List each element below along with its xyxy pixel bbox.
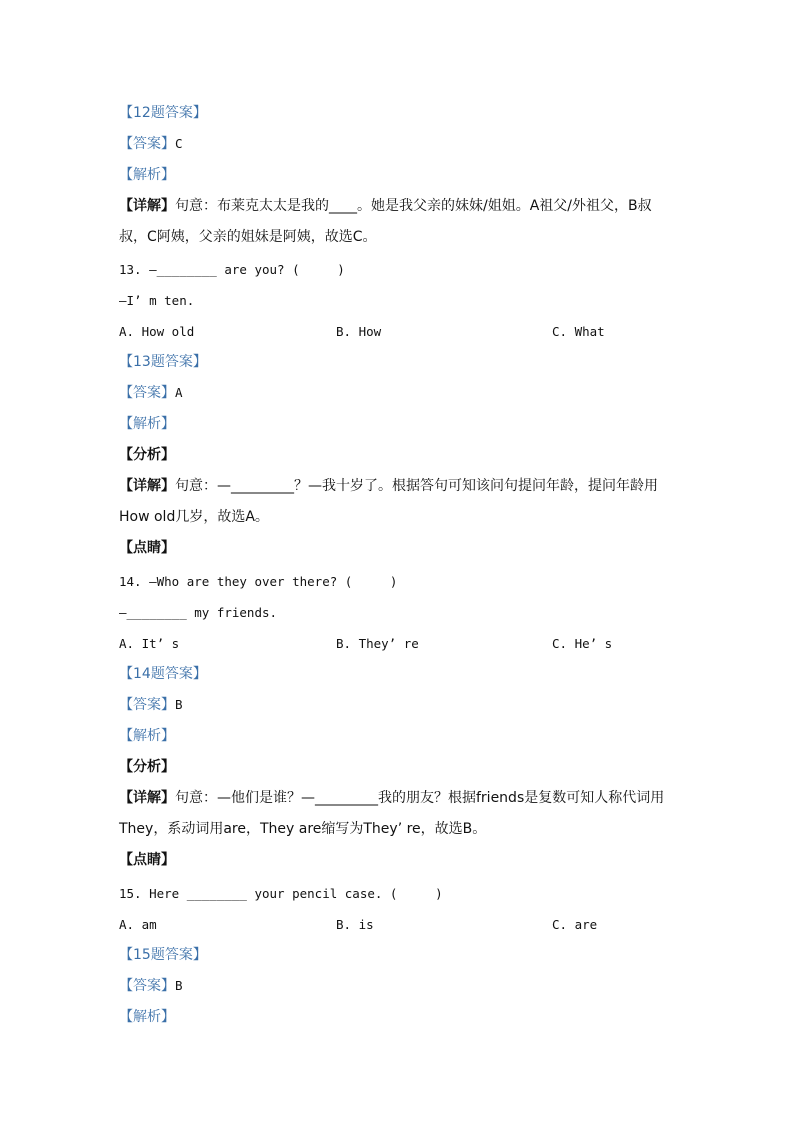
q13-detail-line2: How old几岁，故选A。 [119, 509, 269, 525]
q14-analysis-label: 【解析】 [119, 728, 175, 744]
q14-answer-header: 【14题答案】 [119, 666, 207, 682]
q14-detail-line2: They，系动词用are，They are缩写为They’ re，故选B。 [119, 821, 487, 837]
q13-option-c: C. What [552, 324, 605, 339]
q13-answer-row [119, 383, 183, 403]
q13-reply: —I’ m ten. [119, 293, 195, 308]
q14-reply: —________ my friends. [119, 605, 278, 620]
q15-analysis-label: 【解析】 [119, 1009, 175, 1025]
answer-value: A [175, 385, 183, 400]
q15-option-a: A. am [119, 917, 157, 932]
q15-option-c: C. are [552, 917, 598, 932]
q13-fenxi-label: 【分析】 [119, 447, 175, 463]
q13-dianjing-label: 【点睛】 [119, 540, 175, 556]
q14-option-b: B. They’ re [336, 636, 419, 651]
q12-detail-line1 [119, 196, 652, 216]
q14-option-c: C. He’ s [552, 636, 613, 651]
q14-option-a: A. It’ s [119, 636, 180, 651]
q15-question: 15. Here ________ your pencil case. ( ) [119, 886, 443, 901]
q14-question: 14. —Who are they over there? ( ) [119, 574, 398, 589]
q12-answer-row [119, 134, 183, 154]
detail-text: 句意：—他们是谁？—_________我的朋友？根据friends是复数可知人称代词用 [175, 790, 665, 806]
answer-label: 【答案】 [119, 385, 175, 401]
detail-text: 句意：布莱克太太是我的____。她是我父亲的妹妹/姐姐。A祖父/外祖父，B叔 [175, 198, 652, 214]
q13-analysis-label: 【解析】 [119, 416, 175, 432]
q13-detail-line1 [119, 476, 658, 496]
answer-value: B [175, 978, 183, 993]
q13-option-b: B. How [336, 324, 382, 339]
q12-answer-header: 【12题答案】 [119, 105, 207, 121]
q14-detail-line1 [119, 788, 664, 808]
q15-option-b: B. is [336, 917, 374, 932]
detail-text: 句意：—_________？—我十岁了。根据答句可知该问句提问年龄，提问年龄用 [175, 478, 658, 494]
answer-value: B [175, 697, 183, 712]
answer-label: 【答案】 [119, 136, 175, 152]
q12-analysis-label: 【解析】 [119, 167, 175, 183]
q14-dianjing-label: 【点睛】 [119, 852, 175, 868]
detail-label: 【详解】 [119, 198, 175, 214]
detail-label: 【详解】 [119, 790, 175, 806]
q15-answer-header: 【15题答案】 [119, 947, 207, 963]
answer-value: C [175, 136, 183, 151]
q14-answer-row [119, 695, 183, 715]
answer-label: 【答案】 [119, 697, 175, 713]
q12-detail-line2: 叔，C阿姨，父亲的姐妹是阿姨，故选C。 [119, 229, 377, 245]
q15-answer-row [119, 976, 183, 996]
q13-answer-header: 【13题答案】 [119, 354, 207, 370]
answer-label: 【答案】 [119, 978, 175, 994]
q13-option-a: A. How old [119, 324, 195, 339]
detail-label: 【详解】 [119, 478, 175, 494]
q14-fenxi-label: 【分析】 [119, 759, 175, 775]
q13-question: 13. —________ are you? ( ) [119, 262, 345, 277]
